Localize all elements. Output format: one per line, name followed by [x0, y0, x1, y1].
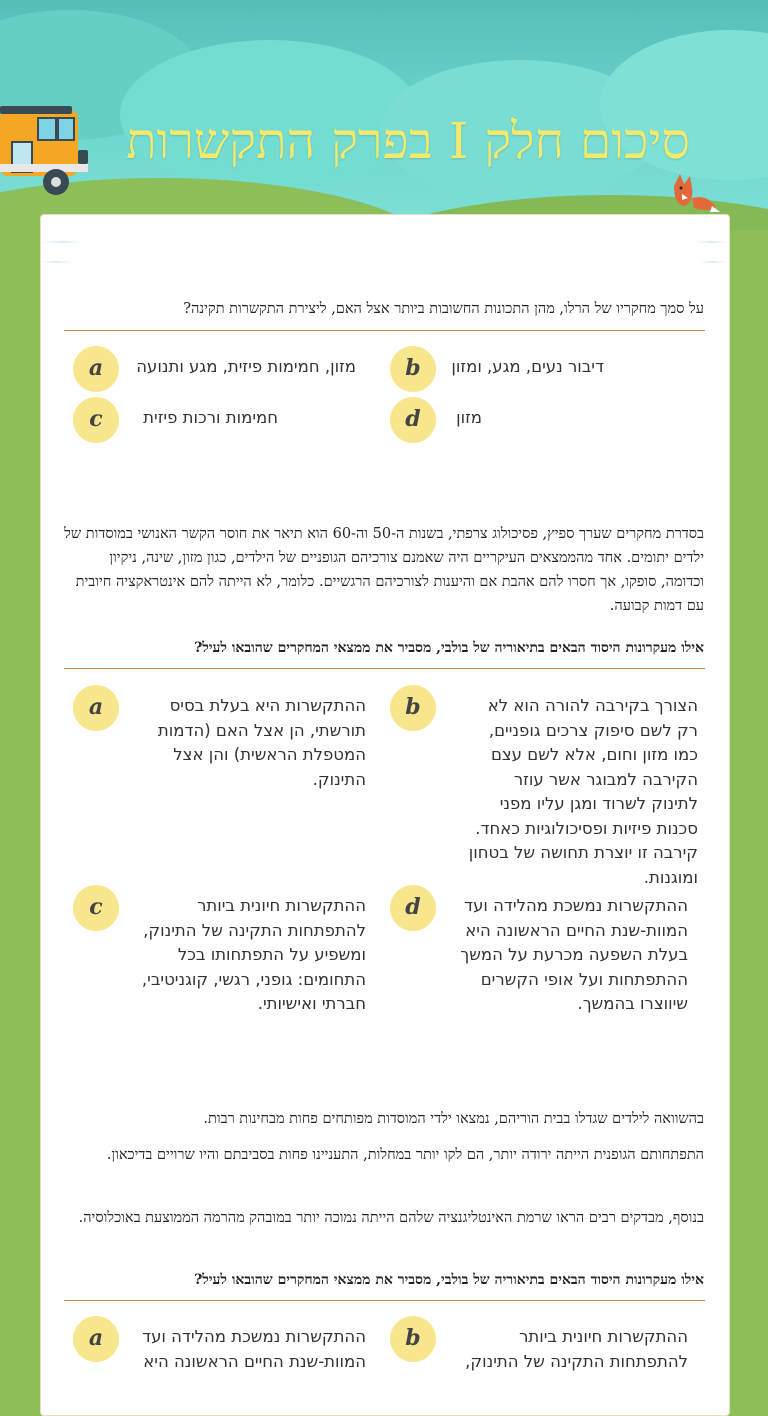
answer-option[interactable]: חמימות ורכות פיזית: [143, 408, 278, 427]
fox-icon: [668, 172, 724, 214]
divider: [700, 261, 726, 263]
question-prompt: אילו מעקרונות היסוד הבאים בתיאוריה של בולבי, מסביר את ממצאי המחקרים שהובאו לעיל?: [194, 1272, 704, 1288]
question-prompt: על סמך מחקריו של הרלו, מהן התכונות החשובות ביותר אצל האם, ליצירת התקשרות תקינה?: [183, 301, 704, 317]
divider: [696, 241, 726, 243]
option-letter-d[interactable]: d: [390, 397, 436, 443]
answer-option[interactable]: דיבור נעים, מגע, ומזון: [451, 357, 604, 376]
option-letter-b[interactable]: b: [390, 685, 436, 731]
divider: [42, 261, 72, 263]
answer-option[interactable]: ההתקשרות חיונית ביותר להתפתחות התקינה של התינוק, ומשפיע על התפתחותו בכל התחומים: גופני, רגשי, קוגניטיבי, חברתי ואישיותי.: [141, 896, 366, 1013]
option-letter-b[interactable]: b: [390, 1316, 436, 1362]
divider: [64, 330, 705, 331]
school-bus-icon: [0, 102, 90, 197]
answer-option[interactable]: מזון, חמימות פיזית, מגע ותנועה: [136, 357, 356, 376]
question-intro: בסדרת מחקרים שערך ספיץ, פסיכולוג צרפתי, בשנות ה-50 וה-60 הוא תיאר את חוסר הקשר האנושי במוסדות של ילדים יתומים. אחד מהממצאים העיקריים היה שאמנם צורכיהם הגופניים של הילדים, כגון מזון, שינה, ניקיון וכדומה, סופקו, אך חסרו להם אהבת אם והיענות לצורכיהם הרגשיים. כלומר, לא הייתה להם אינטראקציה חיובית עם דמות קבועה.: [64, 526, 704, 614]
answer-option[interactable]: ההתקשרות חיונית ביותר להתפתחות התקינה של התינוק,: [465, 1327, 688, 1371]
option-letter-b[interactable]: b: [390, 346, 436, 392]
question-intro: בנוסף, מבדקים רבים הראו שרמת האינטליגנציה שלהם הייתה נמוכה יותר במובהק מהרמה הממוצעת באוכלוסיה.: [78, 1210, 704, 1226]
answer-option[interactable]: ההתקשרות היא בעלת בסיס תורשתי, הן אצל האם (הדמות המטפלת הראשית) והן אצל התינוק.: [157, 696, 366, 789]
option-letter-c[interactable]: c: [73, 397, 119, 443]
answer-option[interactable]: הצורך בקירבה להורה הוא לא רק לשם סיפוק צרכים גופניים, כמו מזון וחום, אלא לשם עצם הקירבה למבוגר אשר עוזר לתינוק לשרוד ומגן עליו מפני סכנות פיזיות ופסיכולוגיות כאחד. קירבה זו יוצרת תחושה של בטחון ומוגנות.: [468, 696, 698, 887]
page-title: סיכום חלק I בפרק התקשרות: [126, 112, 690, 170]
answer-option[interactable]: ההתקשרות נמשכת מהלידה ועד המוות-שנת החיים הראשונה היא: [142, 1327, 366, 1371]
question-intro: בהשוואה לילדים שגדלו בבית הוריהם, נמצאו ילדי המוסדות מפותחים פחות מבחינות רבות.: [203, 1111, 704, 1127]
divider: [64, 1300, 705, 1301]
option-letter-a[interactable]: a: [73, 346, 119, 392]
header-banner: [0, 0, 768, 230]
option-letter-a[interactable]: a: [73, 685, 119, 731]
option-letter-d[interactable]: d: [390, 885, 436, 931]
question-intro: התפתחותם הגופנית הייתה ירודה יותר, הם לקו יותר במחלות, התעניינו פחות בסביבתם והיו שרויים בדיכאון.: [106, 1147, 704, 1163]
divider: [64, 668, 705, 669]
option-letter-a[interactable]: a: [73, 1316, 119, 1362]
divider: [42, 241, 82, 243]
answer-option[interactable]: מזון: [456, 408, 482, 427]
answer-option[interactable]: ההתקשרות נמשכת מהלידה ועד המוות-שנת החיים הראשונה היא בעלת השפעה מכרעת על המשך ההתפתחות ועל אופי הקשרים שיווצרו בהמשך.: [460, 896, 688, 1013]
option-letter-c[interactable]: c: [73, 885, 119, 931]
question-prompt: אילו מעקרונות היסוד הבאים בתיאוריה של בולבי, מסביר את ממצאי המחקרים שהובאו לעיל?: [194, 640, 704, 656]
